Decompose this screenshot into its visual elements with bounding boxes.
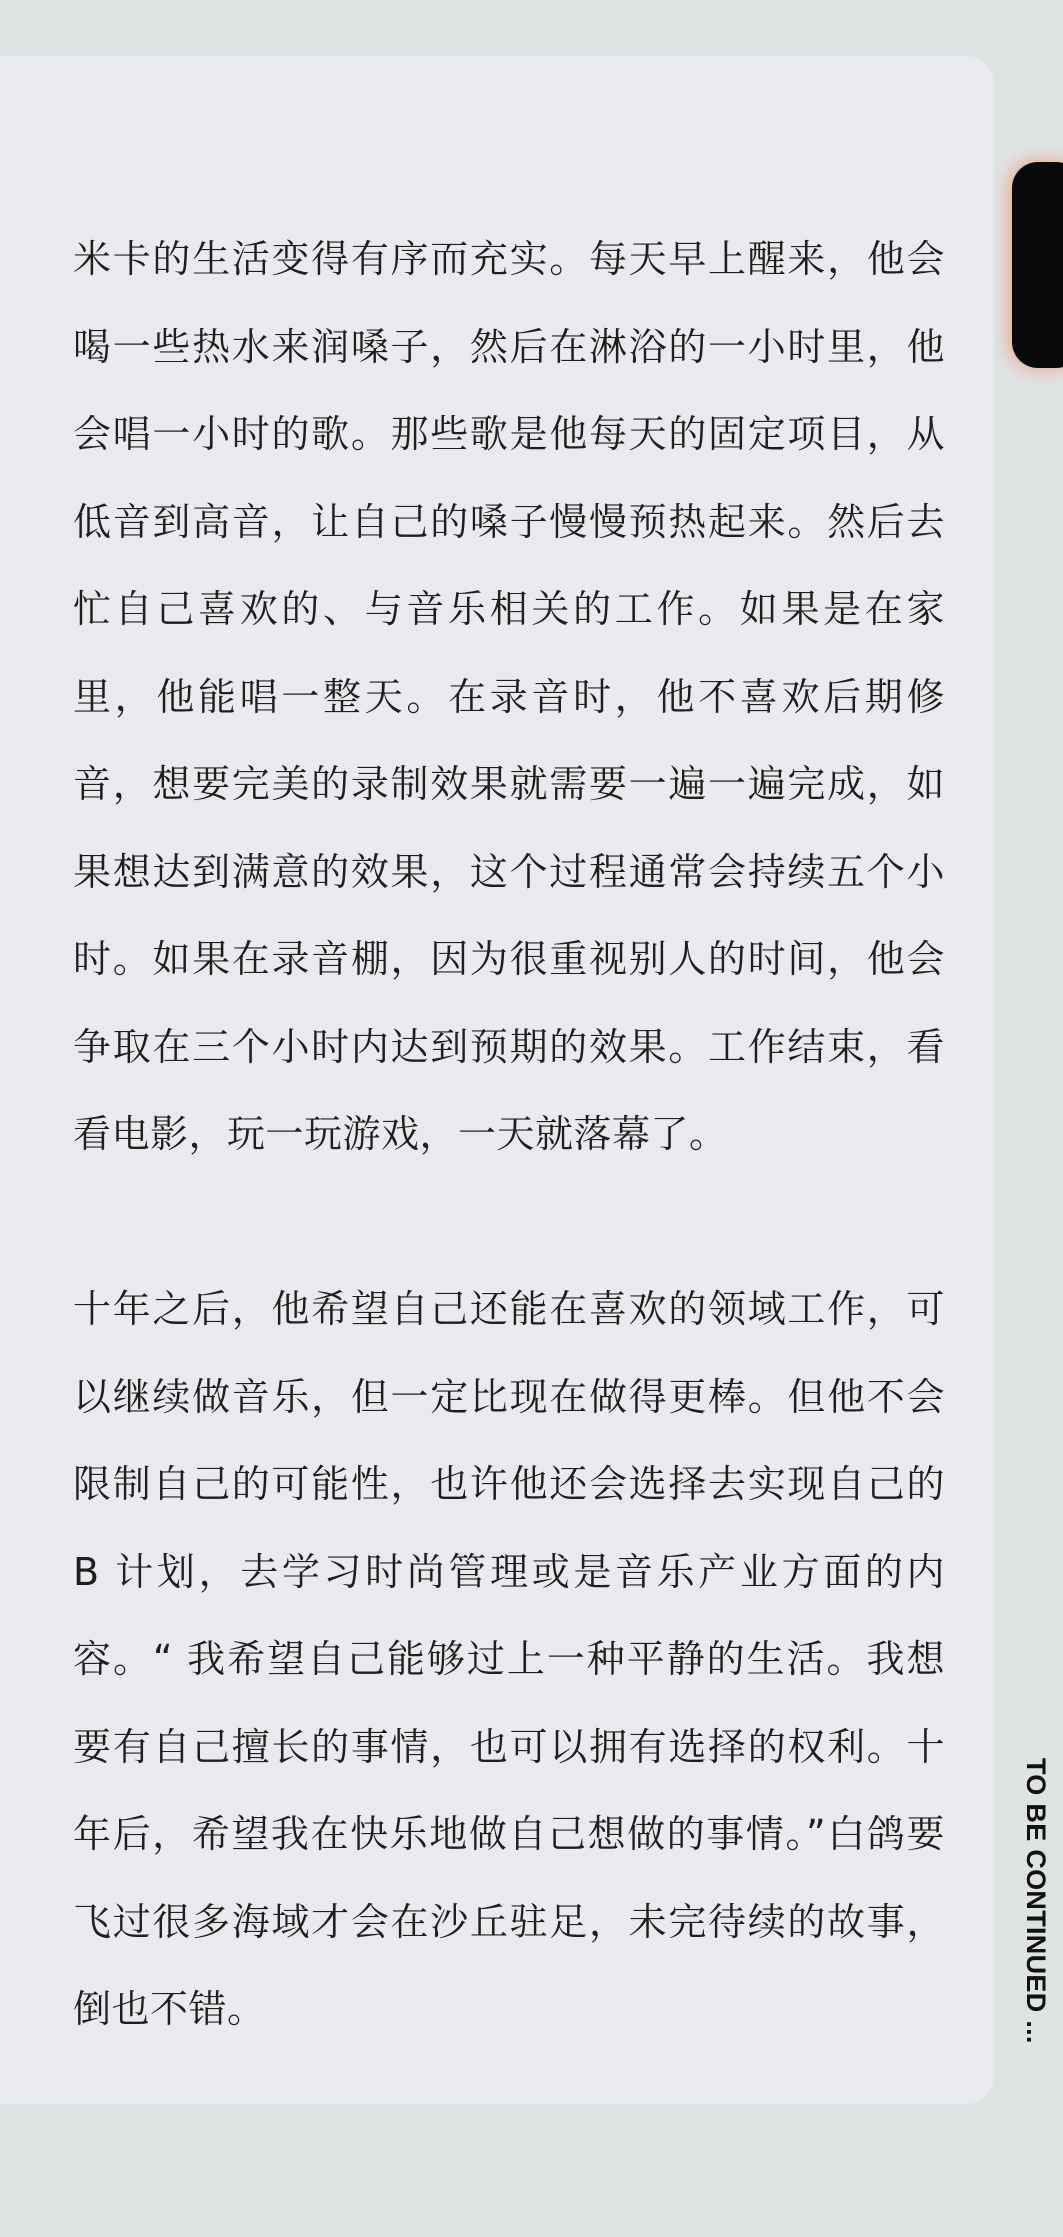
article-body: [73, 216, 945, 2054]
side-tab[interactable]: [1012, 162, 1063, 368]
article-card: [0, 56, 994, 2104]
article-paragraph-1: 米卡的生活变得有序而充实。每天早上醒来，他会喝一些热水来润嗓子，然后在淋浴的一小时里，他会唱一小时的歌。那些歌是他每天的固定项目，从低音到高音，让自己的嗓子慢慢预热起来。然后去忙自己喜欢的、与音乐相关的工作。如果是在家里，他能唱一整天。在录音时，他不喜欢后期修音，想要完美的录制效果就需要一遍一遍完成，如果想达到满意的效果，这个过程通常会持续五个小时。如果在录音棚，因为很重视别人的时间，他会争取在三个小时内达到预期的效果。工作结束，看看电影，玩一玩游戏，一天就落幕了。: [73, 237, 945, 1156]
article-paragraph-2: 十年之后，他希望自己还能在喜欢的领域工作，可以继续做音乐，但一定比现在做得更棒。但他不会限制自己的可能性，也许他还会选择去实现自己的 B 计划，去学习时尚管理或是音乐产业方面的内容。“ 我希望自己能够过上一种平静的生活。我想要有自己擅长的事情，也可以拥有选择的权利。十年后，希望我在快乐地做自己想做的事情。”白鸽要飞过很多海域才会在沙丘驻足，未完待续的故事，倒也不错。: [73, 1287, 945, 2031]
to-be-continued-label: TO BE CONTINUED ...: [1021, 1758, 1051, 2044]
